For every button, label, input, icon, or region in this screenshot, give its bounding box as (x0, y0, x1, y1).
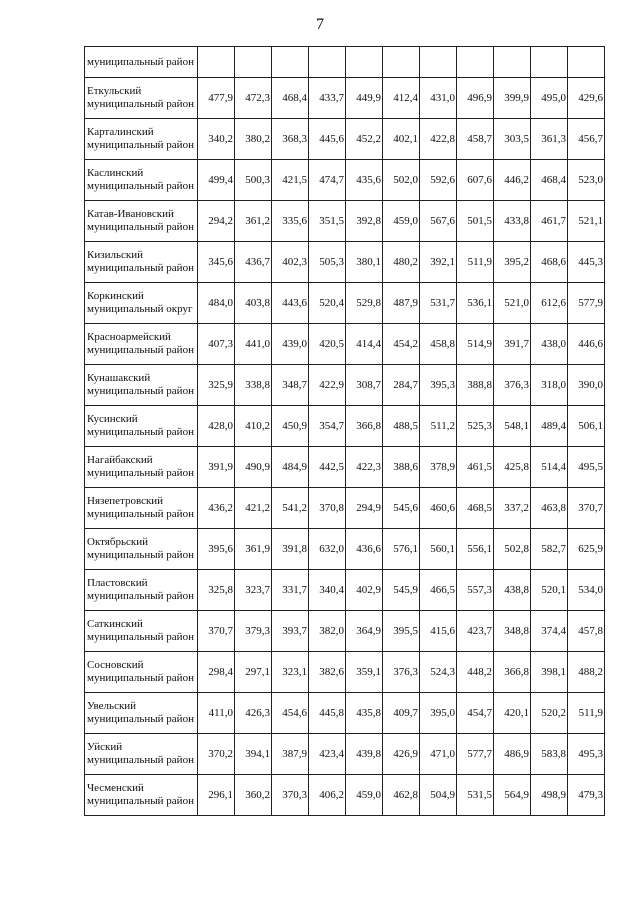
district-name: Уйский муниципальный район (85, 734, 198, 775)
value-cell: 382,0 (309, 611, 346, 652)
data-table (84, 46, 605, 816)
value-cell: 411,0 (198, 693, 235, 734)
value-cell: 395,3 (420, 365, 457, 406)
value-cell: 421,5 (272, 160, 309, 201)
value-cell: 433,8 (494, 201, 531, 242)
table-row (85, 570, 605, 611)
value-cell: 370,7 (198, 611, 235, 652)
value-cell: 331,7 (272, 570, 309, 611)
value-cell: 454,6 (272, 693, 309, 734)
value-cell: 479,3 (568, 775, 605, 816)
value-cell: 298,4 (198, 652, 235, 693)
district-name: Коркинский муниципальный округ (85, 283, 198, 324)
value-cell: 531,7 (420, 283, 457, 324)
value-cell: 534,0 (568, 570, 605, 611)
value-cell: 394,1 (235, 734, 272, 775)
value-cell: 548,1 (494, 406, 531, 447)
value-cell: 446,2 (494, 160, 531, 201)
value-cell: 448,2 (457, 652, 494, 693)
value-cell: 370,8 (309, 488, 346, 529)
value-cell: 457,8 (568, 611, 605, 652)
value-cell: 577,7 (457, 734, 494, 775)
value-cell: 461,7 (531, 201, 568, 242)
table-row (85, 365, 605, 406)
value-cell: 462,8 (383, 775, 420, 816)
empty-cell (531, 47, 568, 78)
value-cell: 433,7 (309, 78, 346, 119)
table-row (85, 488, 605, 529)
value-cell: 500,3 (235, 160, 272, 201)
value-cell: 511,2 (420, 406, 457, 447)
value-cell: 340,4 (309, 570, 346, 611)
value-cell: 504,9 (420, 775, 457, 816)
value-cell: 564,9 (494, 775, 531, 816)
table-row (85, 529, 605, 570)
value-cell: 335,6 (272, 201, 309, 242)
value-cell: 557,3 (457, 570, 494, 611)
value-cell: 536,1 (457, 283, 494, 324)
value-cell: 395,0 (420, 693, 457, 734)
value-cell: 392,1 (420, 242, 457, 283)
value-cell: 456,7 (568, 119, 605, 160)
table-row (85, 324, 605, 365)
value-cell: 388,8 (457, 365, 494, 406)
value-cell: 297,1 (235, 652, 272, 693)
value-cell: 514,9 (457, 324, 494, 365)
district-name: Красноармейский муниципальный район (85, 324, 198, 365)
district-name: Саткинский муниципальный район (85, 611, 198, 652)
value-cell: 474,7 (309, 160, 346, 201)
value-cell: 438,0 (531, 324, 568, 365)
value-cell: 521,1 (568, 201, 605, 242)
value-cell: 325,8 (198, 570, 235, 611)
value-cell: 514,4 (531, 447, 568, 488)
value-cell: 423,4 (309, 734, 346, 775)
table-row (85, 283, 605, 324)
value-cell: 368,3 (272, 119, 309, 160)
value-cell: 439,8 (346, 734, 383, 775)
value-cell: 484,0 (198, 283, 235, 324)
value-cell: 325,9 (198, 365, 235, 406)
value-cell: 338,8 (235, 365, 272, 406)
value-cell: 498,9 (531, 775, 568, 816)
value-cell: 420,1 (494, 693, 531, 734)
value-cell: 489,4 (531, 406, 568, 447)
value-cell: 402,1 (383, 119, 420, 160)
district-name: Карталинский муниципальный район (85, 119, 198, 160)
value-cell: 410,2 (235, 406, 272, 447)
value-cell: 583,8 (531, 734, 568, 775)
table-body (85, 47, 605, 816)
value-cell: 490,9 (235, 447, 272, 488)
table-row (85, 775, 605, 816)
empty-cell (272, 47, 309, 78)
district-name: Каслинский муниципальный район (85, 160, 198, 201)
value-cell: 458,7 (457, 119, 494, 160)
district-name: Кизильский муниципальный район (85, 242, 198, 283)
value-cell: 412,4 (383, 78, 420, 119)
value-cell: 454,7 (457, 693, 494, 734)
value-cell: 495,5 (568, 447, 605, 488)
value-cell: 441,0 (235, 324, 272, 365)
empty-cell (568, 47, 605, 78)
value-cell: 468,6 (531, 242, 568, 283)
value-cell: 345,6 (198, 242, 235, 283)
value-cell: 556,1 (457, 529, 494, 570)
table-row (85, 611, 605, 652)
table-row (85, 160, 605, 201)
value-cell: 406,2 (309, 775, 346, 816)
value-cell: 461,5 (457, 447, 494, 488)
value-cell: 370,2 (198, 734, 235, 775)
value-cell: 402,3 (272, 242, 309, 283)
value-cell: 407,3 (198, 324, 235, 365)
district-name: Октябрьский муниципальный район (85, 529, 198, 570)
value-cell: 466,5 (420, 570, 457, 611)
value-cell: 376,3 (383, 652, 420, 693)
value-cell: 351,5 (309, 201, 346, 242)
value-cell: 436,6 (346, 529, 383, 570)
value-cell: 460,6 (420, 488, 457, 529)
value-cell: 421,2 (235, 488, 272, 529)
value-cell: 625,9 (568, 529, 605, 570)
value-cell: 380,2 (235, 119, 272, 160)
value-cell: 525,3 (457, 406, 494, 447)
value-cell: 520,2 (531, 693, 568, 734)
value-cell: 323,1 (272, 652, 309, 693)
value-cell: 496,9 (457, 78, 494, 119)
value-cell: 422,3 (346, 447, 383, 488)
value-cell: 632,0 (309, 529, 346, 570)
value-cell: 323,7 (235, 570, 272, 611)
value-cell: 303,5 (494, 119, 531, 160)
empty-cell (198, 47, 235, 78)
value-cell: 318,0 (531, 365, 568, 406)
value-cell: 399,9 (494, 78, 531, 119)
value-cell: 294,9 (346, 488, 383, 529)
value-cell: 391,9 (198, 447, 235, 488)
empty-cell (457, 47, 494, 78)
district-name: Нязепетровский муниципальный район (85, 488, 198, 529)
district-name: Еткульский муниципальный район (85, 78, 198, 119)
value-cell: 612,6 (531, 283, 568, 324)
value-cell: 443,6 (272, 283, 309, 324)
value-cell: 436,7 (235, 242, 272, 283)
table-row (85, 47, 605, 78)
table-row (85, 201, 605, 242)
value-cell: 391,7 (494, 324, 531, 365)
value-cell: 445,3 (568, 242, 605, 283)
value-cell: 471,0 (420, 734, 457, 775)
value-cell: 487,9 (383, 283, 420, 324)
value-cell: 296,1 (198, 775, 235, 816)
value-cell: 378,9 (420, 447, 457, 488)
value-cell: 495,0 (531, 78, 568, 119)
value-cell: 370,7 (568, 488, 605, 529)
value-cell: 511,9 (457, 242, 494, 283)
value-cell: 545,6 (383, 488, 420, 529)
value-cell: 511,9 (568, 693, 605, 734)
value-cell: 398,1 (531, 652, 568, 693)
value-cell: 592,6 (420, 160, 457, 201)
value-cell: 435,8 (346, 693, 383, 734)
value-cell: 392,8 (346, 201, 383, 242)
value-cell: 308,7 (346, 365, 383, 406)
value-cell: 607,6 (457, 160, 494, 201)
value-cell: 577,9 (568, 283, 605, 324)
value-cell: 449,9 (346, 78, 383, 119)
district-name: Пластовский муниципальный район (85, 570, 198, 611)
value-cell: 284,7 (383, 365, 420, 406)
value-cell: 425,8 (494, 447, 531, 488)
district-name: Катав-Ивановский муниципальный район (85, 201, 198, 242)
value-cell: 354,7 (309, 406, 346, 447)
value-cell: 388,6 (383, 447, 420, 488)
value-cell: 390,0 (568, 365, 605, 406)
value-cell: 402,9 (346, 570, 383, 611)
value-cell: 348,8 (494, 611, 531, 652)
value-cell: 502,0 (383, 160, 420, 201)
value-cell: 463,8 (531, 488, 568, 529)
district-name: Кусинский муниципальный район (85, 406, 198, 447)
value-cell: 359,1 (346, 652, 383, 693)
value-cell: 484,9 (272, 447, 309, 488)
value-cell: 560,1 (420, 529, 457, 570)
value-cell: 422,9 (309, 365, 346, 406)
value-cell: 379,3 (235, 611, 272, 652)
value-cell: 438,8 (494, 570, 531, 611)
value-cell: 340,2 (198, 119, 235, 160)
table-row (85, 734, 605, 775)
value-cell: 409,7 (383, 693, 420, 734)
value-cell: 458,8 (420, 324, 457, 365)
value-cell: 414,4 (346, 324, 383, 365)
value-cell: 423,7 (457, 611, 494, 652)
table-row (85, 447, 605, 488)
value-cell: 541,2 (272, 488, 309, 529)
value-cell: 505,3 (309, 242, 346, 283)
value-cell: 502,8 (494, 529, 531, 570)
value-cell: 415,6 (420, 611, 457, 652)
value-cell: 468,5 (457, 488, 494, 529)
district-name: Нагайбакский муниципальный район (85, 447, 198, 488)
value-cell: 426,9 (383, 734, 420, 775)
value-cell: 446,6 (568, 324, 605, 365)
row-label: муниципальный район (85, 47, 198, 78)
value-cell: 439,0 (272, 324, 309, 365)
table-row (85, 242, 605, 283)
district-name: Кунашакский муниципальный район (85, 365, 198, 406)
value-cell: 576,1 (383, 529, 420, 570)
value-cell: 395,5 (383, 611, 420, 652)
empty-cell (420, 47, 457, 78)
value-cell: 426,3 (235, 693, 272, 734)
value-cell: 454,2 (383, 324, 420, 365)
value-cell: 529,8 (346, 283, 383, 324)
value-cell: 366,8 (494, 652, 531, 693)
value-cell: 403,8 (235, 283, 272, 324)
value-cell: 435,6 (346, 160, 383, 201)
empty-cell (346, 47, 383, 78)
value-cell: 387,9 (272, 734, 309, 775)
value-cell: 521,0 (494, 283, 531, 324)
district-name: Увельский муниципальный район (85, 693, 198, 734)
empty-cell (235, 47, 272, 78)
value-cell: 499,4 (198, 160, 235, 201)
empty-cell (383, 47, 420, 78)
value-cell: 395,2 (494, 242, 531, 283)
value-cell: 366,8 (346, 406, 383, 447)
value-cell: 361,2 (235, 201, 272, 242)
value-cell: 468,4 (272, 78, 309, 119)
table-row (85, 406, 605, 447)
value-cell: 520,1 (531, 570, 568, 611)
value-cell: 294,2 (198, 201, 235, 242)
table-row (85, 693, 605, 734)
value-cell: 488,2 (568, 652, 605, 693)
value-cell: 431,0 (420, 78, 457, 119)
value-cell: 501,5 (457, 201, 494, 242)
value-cell: 370,3 (272, 775, 309, 816)
value-cell: 422,8 (420, 119, 457, 160)
value-cell: 582,7 (531, 529, 568, 570)
value-cell: 545,9 (383, 570, 420, 611)
value-cell: 337,2 (494, 488, 531, 529)
value-cell: 364,9 (346, 611, 383, 652)
value-cell: 428,0 (198, 406, 235, 447)
value-cell: 436,2 (198, 488, 235, 529)
value-cell: 452,2 (346, 119, 383, 160)
value-cell: 445,8 (309, 693, 346, 734)
empty-cell (494, 47, 531, 78)
value-cell: 567,6 (420, 201, 457, 242)
table-row (85, 78, 605, 119)
value-cell: 374,4 (531, 611, 568, 652)
value-cell: 393,7 (272, 611, 309, 652)
table-row (85, 652, 605, 693)
value-cell: 348,7 (272, 365, 309, 406)
value-cell: 395,6 (198, 529, 235, 570)
value-cell: 520,4 (309, 283, 346, 324)
value-cell: 376,3 (494, 365, 531, 406)
value-cell: 391,8 (272, 529, 309, 570)
value-cell: 429,6 (568, 78, 605, 119)
page-number: 7 (316, 16, 324, 33)
value-cell: 524,3 (420, 652, 457, 693)
value-cell: 495,3 (568, 734, 605, 775)
value-cell: 488,5 (383, 406, 420, 447)
value-cell: 361,3 (531, 119, 568, 160)
value-cell: 382,6 (309, 652, 346, 693)
value-cell: 486,9 (494, 734, 531, 775)
value-cell: 360,2 (235, 775, 272, 816)
value-cell: 506,1 (568, 406, 605, 447)
table-row (85, 119, 605, 160)
value-cell: 459,0 (346, 775, 383, 816)
value-cell: 380,1 (346, 242, 383, 283)
district-name: Чесменский муниципальный район (85, 775, 198, 816)
value-cell: 468,4 (531, 160, 568, 201)
district-name: Сосновский муниципальный район (85, 652, 198, 693)
empty-cell (309, 47, 346, 78)
value-cell: 361,9 (235, 529, 272, 570)
value-cell: 472,3 (235, 78, 272, 119)
value-cell: 445,6 (309, 119, 346, 160)
value-cell: 523,0 (568, 160, 605, 201)
value-cell: 531,5 (457, 775, 494, 816)
value-cell: 477,9 (198, 78, 235, 119)
value-cell: 442,5 (309, 447, 346, 488)
value-cell: 450,9 (272, 406, 309, 447)
value-cell: 480,2 (383, 242, 420, 283)
value-cell: 420,5 (309, 324, 346, 365)
value-cell: 459,0 (383, 201, 420, 242)
